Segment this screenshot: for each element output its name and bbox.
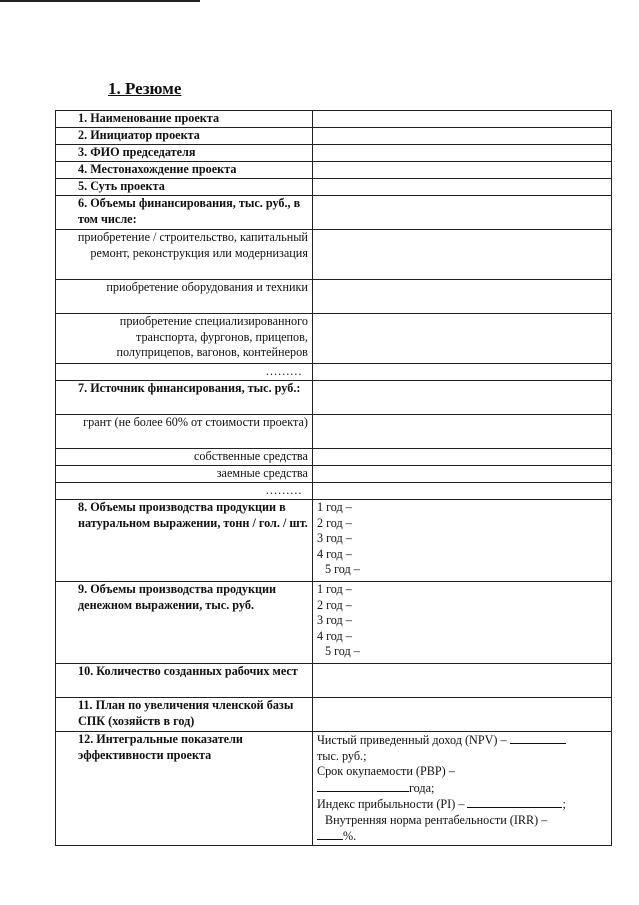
field-chairman[interactable] [312,145,611,162]
field-own-funds[interactable] [312,449,611,466]
year-line: 3 год – [316,531,352,545]
summary-form-table [55,110,612,846]
table-row [56,483,612,500]
row-label-membership-plan: 11. План по увеличения членской базы СПК (хозяйств в год) [56,698,313,732]
row-label-jobs: 10. Количество созданных рабочих мест [56,664,313,698]
field-financing-source[interactable] [312,381,611,415]
year-line: 5 год – [324,644,360,658]
year-line: 5 год – [324,562,360,576]
row-label-equipment: приобретение оборудования и техники [56,280,313,314]
field-essence[interactable] [312,179,611,196]
table-row [56,230,612,280]
pbp-blank[interactable] [317,780,409,792]
row-label-borrowed-funds: заемные средства [56,466,313,483]
row-label-construction: приобретение / строительство, капитальный ремонт, реконструкция или модернизация [56,230,313,280]
table-row [56,162,612,179]
field-construction[interactable] [312,230,611,280]
row-label-ellipsis: ……… [56,364,313,381]
field-production-money[interactable] [312,582,611,664]
field-extra-financing[interactable] [312,364,611,381]
pbp-label: Срок окупаемости (PBP) – [316,764,455,778]
table-row [56,664,612,698]
row-label-project-name: 1. Наименование проекта [56,111,313,128]
table-row [56,196,612,230]
npv-unit: тыс. руб.; [316,748,367,763]
npv-label: Чистый приведенный доход (NPV) – [316,733,507,747]
year-line: 2 год – [316,597,352,612]
table-row [56,500,612,582]
pbp-line [317,780,607,797]
irr-blank[interactable] [317,828,343,840]
table-row [56,732,612,846]
row-label-own-funds: собственные средства [56,449,313,466]
npv-line [317,732,607,749]
field-financing-volume[interactable] [312,196,611,230]
field-grant[interactable] [312,415,611,449]
table-row [56,381,612,415]
field-extra-source[interactable] [312,483,611,500]
year-line: 4 год – [316,546,352,561]
table-row [56,415,612,449]
row-label-transport: приобретение специализированного транспорта, фургонов, прицепов, полуприцепов, вагонов, контейнеров [56,314,313,364]
pbp-unit: года; [408,780,435,795]
npv-blank[interactable] [510,732,566,744]
row-label-financing-source: 7. Источник финансирования, тыс. руб.: [56,381,313,415]
row-label-production-money: 9. Объемы производства продукции денежном выражении, тыс. руб. [56,582,313,664]
irr-unit: %. [342,829,357,843]
field-membership-plan[interactable] [312,698,611,732]
irr-line [317,828,607,845]
field-initiator[interactable] [312,128,611,145]
year-line: 1 год – [316,582,352,596]
row-label-chairman: 3. ФИО председателя [56,145,313,162]
table-row [56,698,612,732]
row-label-ellipsis: ……… [56,483,313,500]
table-row [56,449,612,466]
pi-end: ; [562,797,566,811]
year-line: 3 год – [316,613,352,627]
table-row [56,280,612,314]
row-label-initiator: 2. Инициатор проекта [56,128,313,145]
row-label-essence: 5. Суть проекта [56,179,313,196]
row-label-grant: грант (не более 60% от стоимости проекта) [56,415,313,449]
row-label-financing-volume: 6. Объемы финансирования, тыс. руб., в том числе: [56,196,313,230]
table-row [56,466,612,483]
year-line: 1 год – [316,500,352,514]
row-label-location: 4. Местонахождение проекта [56,162,313,179]
table-row [56,179,612,196]
table-row [56,364,612,381]
year-line: 2 год – [316,515,352,530]
irr-label: Внутренняя норма рентабельности (IRR) – [324,812,548,827]
row-label-production-natural: 8. Объемы производства продукции в натуральном выражении, тонн / гол. / шт. [56,500,313,582]
pi-line [317,796,607,813]
field-production-natural[interactable] [312,500,611,582]
pi-blank[interactable] [467,796,562,808]
year-line: 4 год – [316,628,352,643]
field-transport[interactable] [312,314,611,364]
table-row [56,128,612,145]
table-row [56,145,612,162]
table-row [56,111,612,128]
field-equipment[interactable] [312,280,611,314]
field-project-name[interactable] [312,111,611,128]
row-label-indicators: 12. Интегральные показатели эффективности проекта [56,732,313,846]
top-rule [0,0,200,2]
table-row [56,582,612,664]
page-title: 1. Резюме [108,79,182,98]
field-indicators[interactable] [312,732,611,846]
field-jobs[interactable] [312,664,611,698]
table-row [56,314,612,364]
field-location[interactable] [312,162,611,179]
pi-label: Индекс прибыльности (PI) – [316,797,465,811]
field-borrowed-funds[interactable] [312,466,611,483]
